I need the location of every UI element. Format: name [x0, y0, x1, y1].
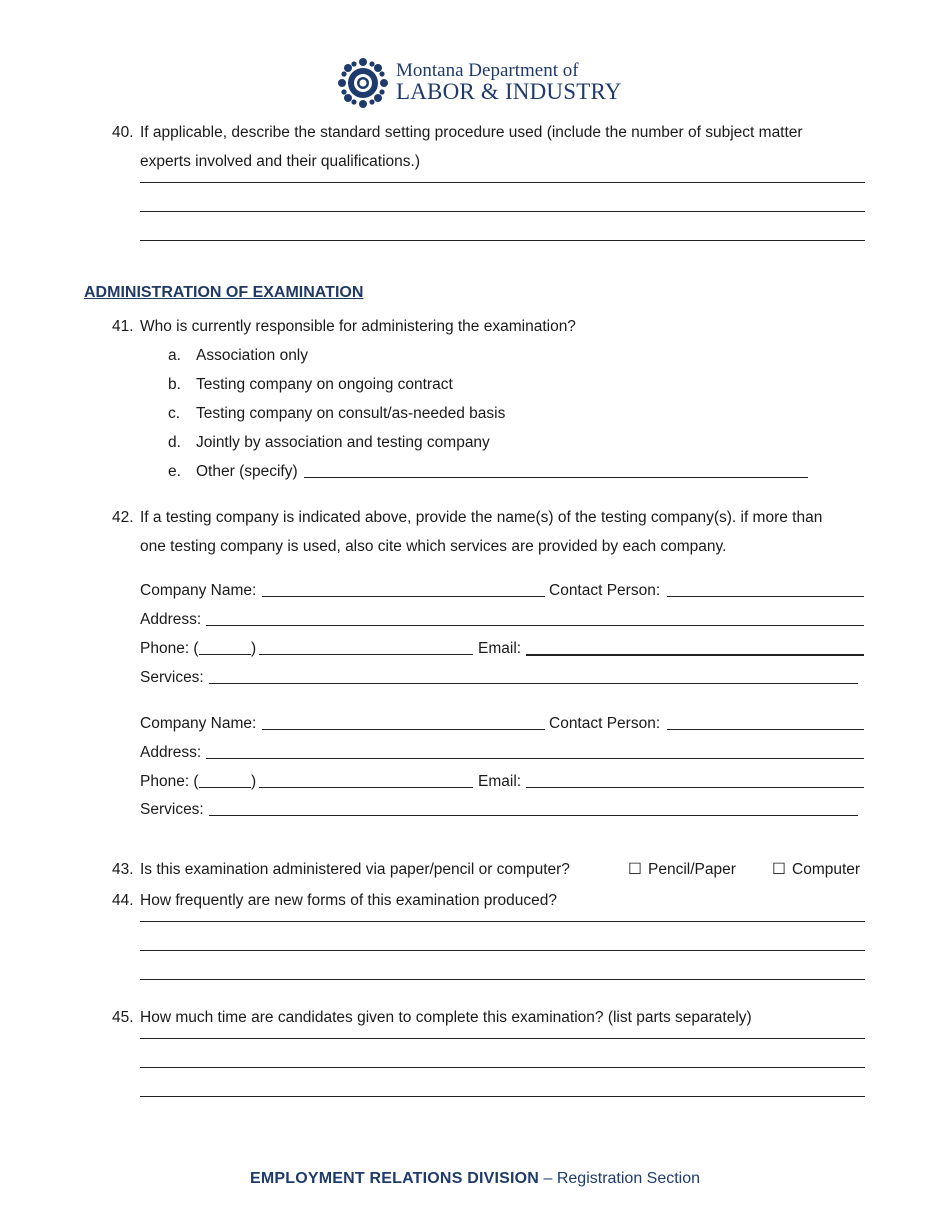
computer-label: Computer	[792, 861, 861, 878]
services-field[interactable]	[209, 800, 858, 816]
services-label: Services:	[140, 801, 204, 818]
question-text-continued: one testing company is used, also cite which services are provided by each company.	[140, 538, 727, 555]
contact-person-field[interactable]	[667, 581, 864, 597]
option-text: Testing company on ongoing contract	[196, 376, 453, 393]
answer-line[interactable]	[140, 1096, 865, 1097]
question-text: Is this examination administered via paper/pencil or computer?	[140, 861, 570, 878]
answer-line[interactable]	[140, 240, 865, 241]
email-field[interactable]	[526, 772, 864, 788]
question-text: If a testing company is indicated above, provide the name(s) of the testing company(s). if more than	[140, 509, 823, 526]
phone-paren: )	[251, 773, 257, 790]
pencil-paper-checkbox[interactable]: ☐	[628, 861, 642, 878]
company-name-label: Company Name:	[140, 715, 257, 732]
computer-checkbox[interactable]: ☐	[772, 861, 786, 878]
phone-field[interactable]	[259, 639, 473, 655]
phone-field[interactable]	[259, 772, 473, 788]
logo-text-line1: Montana Department of	[396, 60, 579, 81]
answer-line[interactable]	[140, 921, 865, 922]
area-code-field[interactable]	[199, 639, 251, 655]
page-footer	[0, 1170, 950, 1188]
question-number: 40.	[112, 124, 134, 141]
other-specify-field[interactable]	[304, 462, 808, 478]
contact-person-label: Contact Person:	[549, 715, 661, 732]
logo-text-line2: LABOR & INDUSTRY	[396, 79, 622, 104]
option-text: Other (specify)	[196, 463, 298, 480]
question-number: 43.	[112, 861, 134, 878]
pencil-paper-label: Pencil/Paper	[648, 861, 736, 878]
question-text-continued: experts involved and their qualifications.)	[140, 153, 421, 170]
email-label: Email:	[478, 640, 522, 657]
contact-person-label: Contact Person:	[549, 582, 661, 599]
option-letter: a.	[168, 347, 181, 364]
services-field[interactable]	[209, 668, 858, 684]
company-name-field[interactable]	[262, 714, 545, 730]
question-text: If applicable, describe the standard setting procedure used (include the number of subject matter	[140, 124, 803, 141]
option-text: Association only	[196, 347, 309, 364]
question-number: 41.	[112, 318, 134, 335]
option-letter: c.	[168, 405, 181, 422]
option-letter: e.	[168, 463, 181, 480]
question-text: How much time are candidates given to complete this examination? (list parts separately)	[140, 1009, 752, 1026]
phone-paren: )	[251, 640, 257, 657]
option-text: Jointly by association and testing company	[196, 434, 490, 451]
answer-line[interactable]	[140, 950, 865, 951]
area-code-field[interactable]	[199, 772, 251, 788]
option-text: Testing company on consult/as-needed basis	[196, 405, 506, 422]
question-text: Who is currently responsible for administering the examination?	[140, 318, 576, 335]
answer-line[interactable]	[140, 211, 865, 212]
company-name-label: Company Name:	[140, 582, 257, 599]
contact-person-field[interactable]	[667, 714, 864, 730]
phone-label: Phone: (	[140, 773, 199, 790]
email-label: Email:	[478, 773, 522, 790]
answer-line[interactable]	[140, 1067, 865, 1068]
services-label: Services:	[140, 669, 204, 686]
answer-line[interactable]	[140, 1038, 865, 1039]
option-letter: d.	[168, 434, 181, 451]
footer-division: EMPLOYMENT RELATIONS DIVISION	[249, 1170, 540, 1187]
company-name-field[interactable]	[262, 581, 545, 597]
answer-line[interactable]	[140, 979, 865, 980]
question-number: 45.	[112, 1009, 134, 1026]
answer-line[interactable]	[140, 182, 865, 183]
department-logo	[336, 54, 626, 110]
question-number: 44.	[112, 892, 134, 909]
address-label: Address:	[140, 744, 202, 761]
phone-label: Phone: (	[140, 640, 199, 657]
address-field[interactable]	[206, 610, 864, 626]
section-heading: ADMINISTRATION OF EXAMINATION	[84, 284, 364, 301]
address-field[interactable]	[206, 743, 864, 759]
footer-section: – Registration Section	[543, 1170, 701, 1187]
email-field[interactable]	[526, 639, 864, 656]
question-number: 42.	[112, 509, 134, 526]
gear-seal-icon	[336, 56, 390, 110]
option-letter: b.	[168, 376, 181, 393]
question-text: How frequently are new forms of this examination produced?	[140, 892, 557, 909]
address-label: Address:	[140, 611, 202, 628]
